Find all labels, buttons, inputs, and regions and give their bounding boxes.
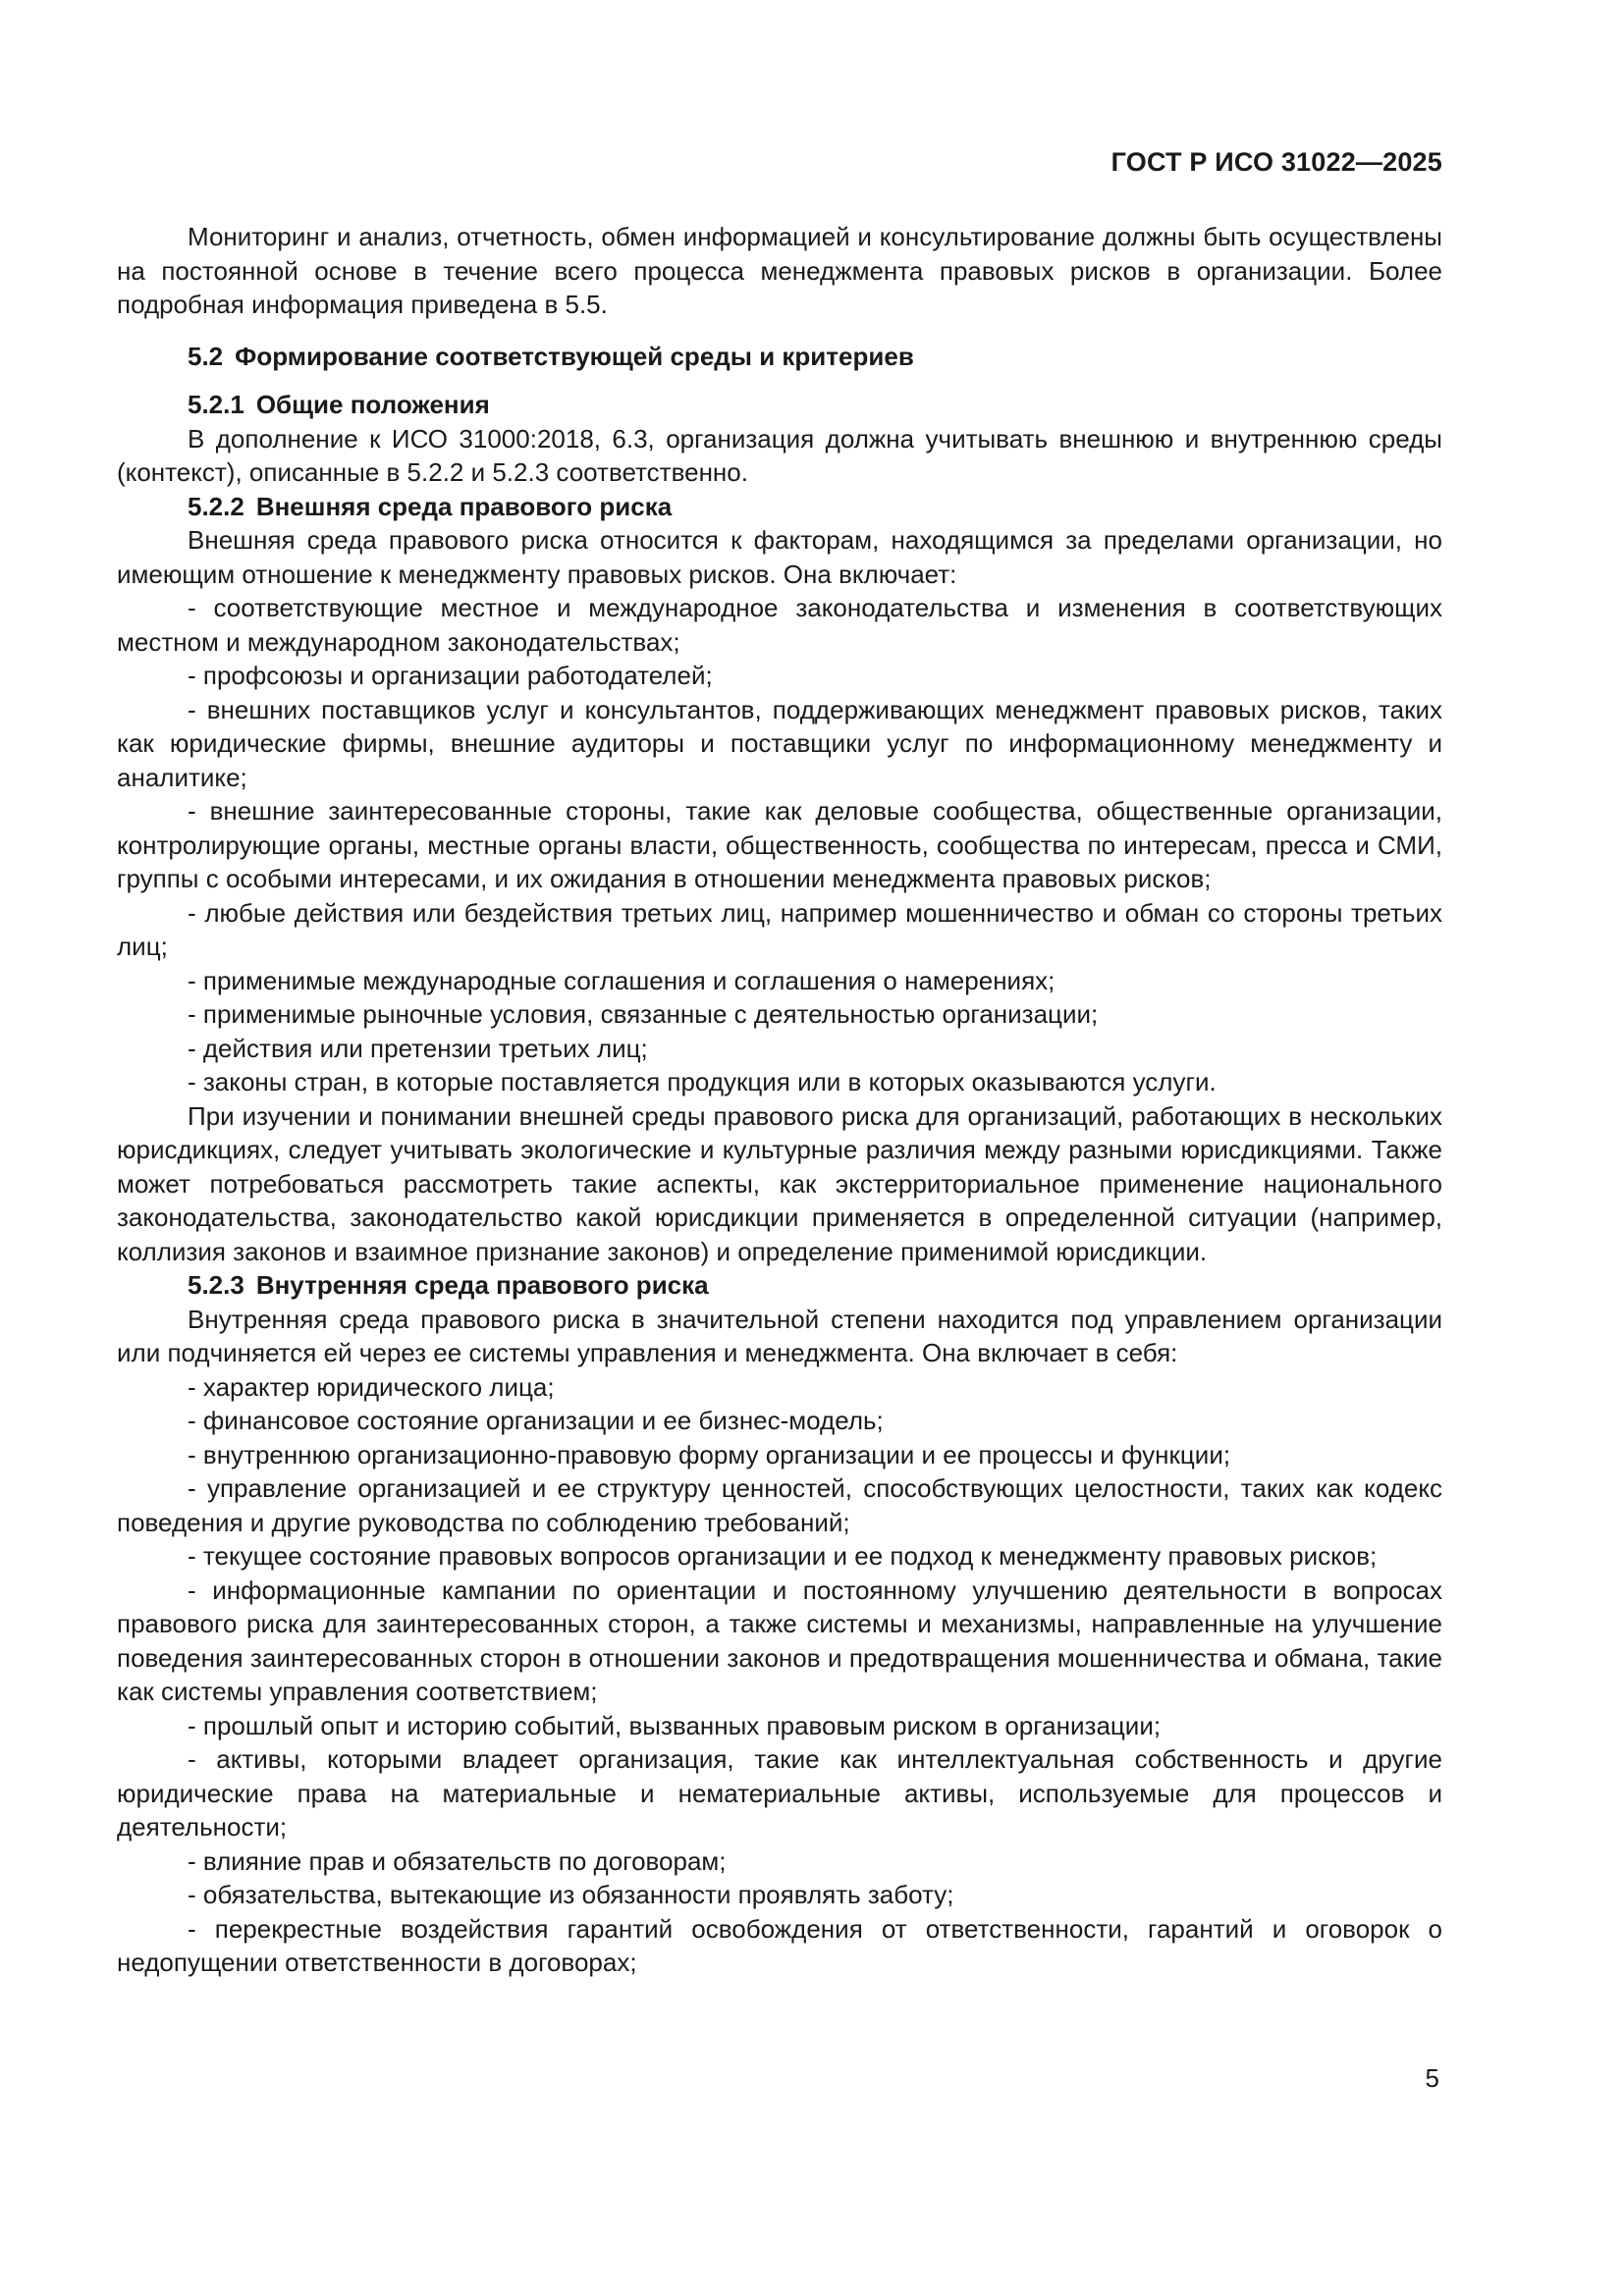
section-5-2-2-paragraph: Внешняя среда правового риска относится к факторам, находящимся за пределами организации, но имеющим отношение к менеджменту правовых рисков. Она включает:: [117, 525, 1442, 589]
section-5-2-heading: [117, 340, 1442, 374]
list-item: - внешних поставщиков услуг и консультантов, поддерживающих менеджмент правовых рисков, таких как юридические фирмы, внешние аудиторы и поставщики услуг по информационному менеджменту и аналитике;: [117, 693, 1442, 795]
section-5-2-3-heading: [117, 1268, 1442, 1303]
intro-paragraph: Мониторинг и анализ, отчетность, обмен информацией и консультирование должны быть осуществлены на постоянной основе в течение всего процесса менеджмента правовых рисков в организации. Более подробная информация приведена в 5.5.: [117, 222, 1442, 319]
internal-environment-list: [117, 1370, 1442, 1980]
list-item: - внешние заинтересованные стороны, такие как деловые сообщества, общественные организации, контролирующие органы, местные органы власти, общественность, сообщества по интересам, пресса и СМИ, группы с особыми интересами, и их ожидания в отношении менеджмента правовых рисков;: [117, 794, 1442, 896]
list-item: - соответствующие местное и международное законодательства и изменения в соответствующих местном и международном законодательствах;: [117, 591, 1442, 659]
list-item: - профсоюзы и организации работодателей;: [117, 659, 1442, 693]
section-number: 5.2.2: [188, 491, 244, 521]
list-item: - управление организацией и ее структуру ценностей, способствующих целостности, таких как кодекс поведения и другие руководства по соблюдению требований;: [117, 1471, 1442, 1539]
document-standard-id: ГОСТ Р ИСО 31022—2025: [1110, 147, 1442, 177]
section-title: Внешняя среда правового риска: [255, 491, 673, 521]
section-5-2-3-paragraph: Внутренняя среда правового риска в значительной степени находится под управлением организации или подчиняется ей через ее системы управления и менеджмента. Она включает в себя:: [117, 1304, 1442, 1367]
section-number: 5.2.3: [188, 1270, 244, 1300]
document-body: [117, 220, 1442, 1980]
section-5-2-2-closing-paragraph: При изучении и понимании внешней среды правового риска для организаций, работающих в нескольких юрисдикциях, следует учитывать экологические и культурные различия между разными юрисдикциями. Также может потребоваться рассмотреть такие аспекты, как экстерриториальное применение национального законодательства, законодательство какой юрисдикции применяется в определенной ситуации (например, коллизия законов и взаимное признание законов) и определение применимой юрисдикции.: [117, 1100, 1442, 1266]
section-number: 5.2.1: [188, 390, 244, 419]
section-title: Формирование соответствующей среды и критериев: [235, 341, 914, 371]
page-number: 5: [1425, 2063, 1439, 2093]
list-item: - применимые рыночные условия, связанные с деятельностью организации;: [117, 997, 1442, 1032]
section-number: 5.2: [188, 341, 224, 371]
section-5-2-1-paragraph: В дополнение к ИСО 31000:2018, 6.3, организация должна учитывать внешнюю и внутреннюю среды (контекст), описанные в 5.2.2 и 5.2.3 соответственно.: [117, 423, 1442, 487]
list-item: - информационные кампании по ориентации и постоянному улучшению деятельности в вопросах правового риска для заинтересованных сторон, а также системы и механизмы, направленные на улучшение поведения заинтересованных сторон в отношении законов и предотвращения мошенничества и обмана, такие как системы управления соответствием;: [117, 1574, 1442, 1709]
list-item: - характер юридического лица;: [117, 1370, 1442, 1405]
list-item: - влияние прав и обязательств по договорам;: [117, 1844, 1442, 1879]
list-item: - прошлый опыт и историю событий, вызванных правовым риском в организации;: [117, 1709, 1442, 1743]
list-item: - применимые международные соглашения и соглашения о намерениях;: [117, 964, 1442, 998]
section-title: Общие положения: [255, 390, 490, 419]
list-item: - финансовое состояние организации и ее бизнес-модель;: [117, 1404, 1442, 1438]
list-item: - действия или претензии третьих лиц;: [117, 1032, 1442, 1066]
list-item: - законы стран, в которые поставляется продукция или в которых оказываются услуги.: [117, 1065, 1442, 1099]
list-item: - перекрестные воздействия гарантий освобождения от ответственности, гарантий и оговорок о недопущении ответственности в договорах;: [117, 1912, 1442, 1980]
list-item: - любые действия или бездействия третьих лиц, например мошенничество и обман со стороны третьих лиц;: [117, 896, 1442, 964]
section-5-2-2-heading: [117, 490, 1442, 524]
list-item: - внутреннюю организационно-правовую форму организации и ее процессы и функции;: [117, 1438, 1442, 1472]
list-item: - текущее состояние правовых вопросов организации и ее подход к менеджменту правовых рисков;: [117, 1539, 1442, 1574]
section-title: Внутренняя среда правового риска: [255, 1270, 709, 1300]
list-item: - обязательства, вытекающие из обязанности проявлять заботу;: [117, 1878, 1442, 1912]
section-5-2-1-heading: [117, 388, 1442, 422]
list-item: - активы, которыми владеет организация, такие как интеллектуальная собственность и другие юридические права на материальные и нематериальные активы, используемые для процессов и деятельности;: [117, 1742, 1442, 1844]
external-environment-list: [117, 591, 1442, 1099]
